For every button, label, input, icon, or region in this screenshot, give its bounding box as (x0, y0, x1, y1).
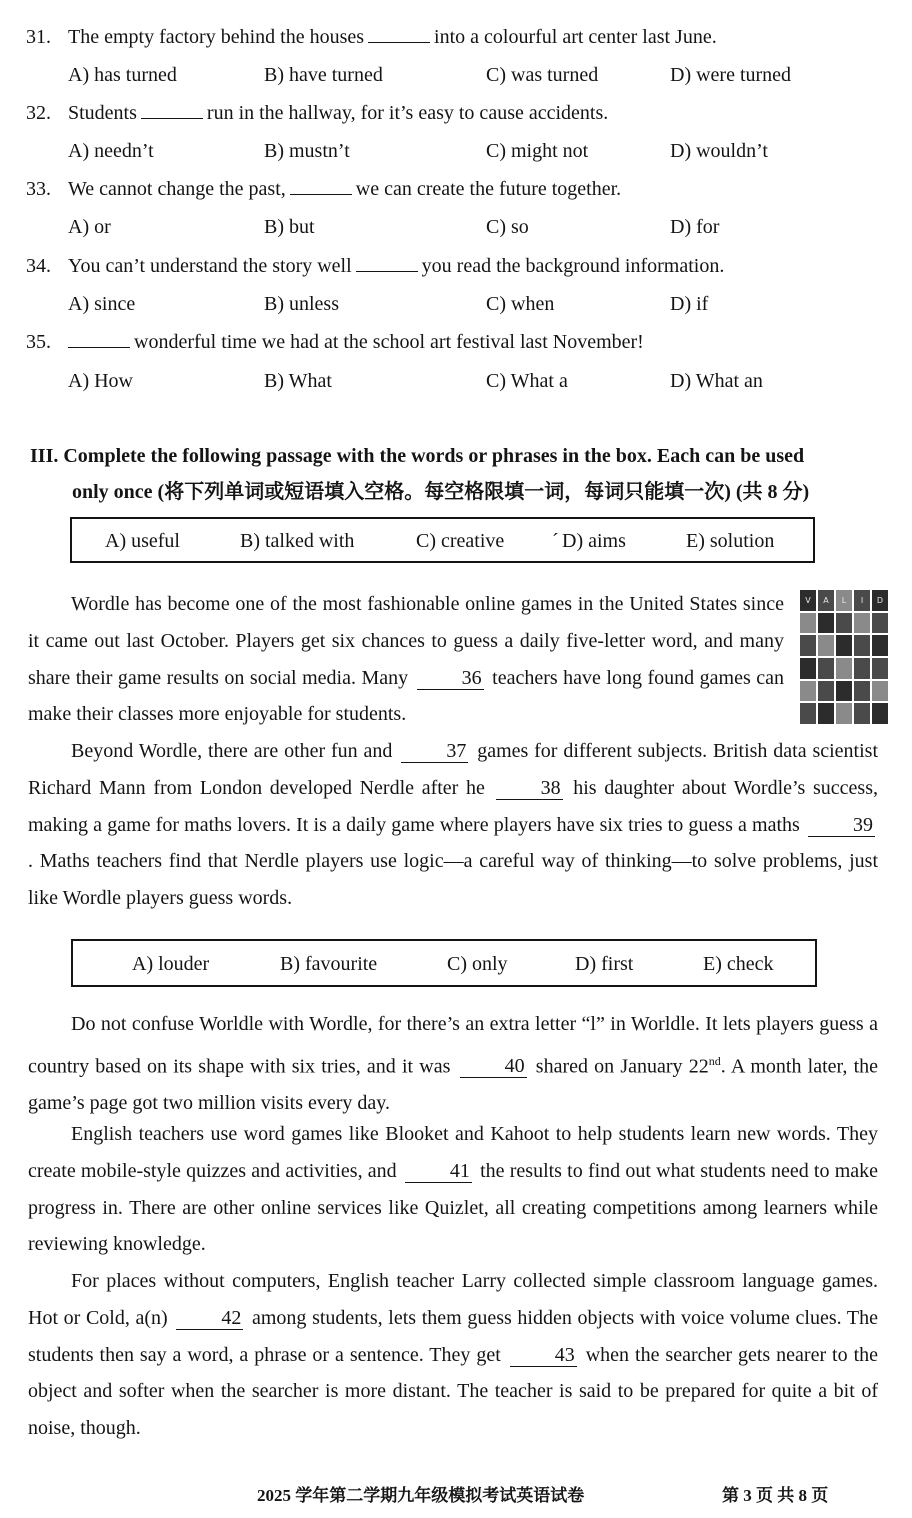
word-option-c: C) only (447, 953, 508, 975)
wordle-tile (800, 658, 816, 679)
question-number: 31. (26, 26, 51, 48)
answer-blank (356, 251, 418, 272)
wordle-tile (836, 613, 852, 634)
question-stem: The empty factory behind the houses into a colourful art center last June. (68, 22, 717, 52)
wordle-tile: L (836, 590, 852, 611)
wordle-tile: I (854, 590, 870, 611)
option-b: B) but (264, 216, 315, 238)
word-option-c: C) creative (416, 530, 505, 552)
option-c: C) was turned (486, 64, 599, 86)
blank-37: 37 (401, 740, 468, 763)
passage-paragraph-3: Do not confuse Worldle with Wordle, for there’s an extra letter “l” in Worldle. It lets players guess a country based on its shape with six tries, and it was 40 shared on January 22nd. A month later, the game’s page got two million visits every day. (28, 1013, 879, 1115)
word-option-d: D) first (575, 953, 634, 975)
wordle-tile (872, 681, 888, 702)
section-heading-line2: only once (将下列单词或短语填入空格。每空格限填一词，每词只能填一次) (共 8 分) (72, 481, 810, 503)
option-c: C) What a (486, 370, 568, 392)
question-number: 34. (26, 255, 51, 277)
stray-mark: ˊ (552, 530, 559, 552)
wordle-tile (872, 658, 888, 679)
option-a: A) since (68, 293, 136, 315)
wordle-tile (872, 613, 888, 634)
wordle-tile (854, 635, 870, 656)
option-b: B) have turned (264, 64, 383, 86)
wordle-tile (854, 681, 870, 702)
word-box-1 (70, 517, 815, 563)
wordle-tile (836, 703, 852, 724)
word-option-a: A) useful (105, 530, 180, 552)
option-b: B) unless (264, 293, 339, 315)
word-option-b: B) favourite (280, 953, 378, 975)
wordle-tile (818, 635, 834, 656)
question-stem: Students run in the hallway, for it’s easy to cause accidents. (68, 98, 608, 128)
answer-blank (368, 22, 430, 43)
blank-43: 43 (510, 1344, 577, 1367)
question-number: 33. (26, 178, 51, 200)
wordle-grid-image (800, 590, 888, 724)
wordle-tile (818, 658, 834, 679)
wordle-tile (800, 613, 816, 634)
passage-paragraph-5: For places without computers, English teacher Larry collected simple classroom language games. Hot or Cold, a(n) 42 among students, lets them guess hidden objects with voice volume clues. The students then say a word, a phrase or a sentence. They get 43 when the searcher gets nearer to the object and softer when the searcher is more distant. The teacher is said to be prepared for quite a bit of noise, though. (28, 1270, 879, 1440)
option-a: A) How (68, 370, 133, 392)
wordle-tile: V (800, 590, 816, 611)
blank-40: 40 (460, 1055, 527, 1078)
answer-blank (68, 327, 130, 348)
word-option-a: A) louder (132, 953, 210, 975)
wordle-tile (854, 703, 870, 724)
option-b: B) What (264, 370, 332, 392)
passage-paragraph-2: Beyond Wordle, there are other fun and 37 games for different subjects. British data scientist Richard Mann from London developed Nerdle after he 38 his daughter about Wordle’s success, making a game for maths lovers. It is a daily game where players have six tries to guess a maths 39. Maths teachers find that Nerdle players use logic—a careful way of thinking—to solve problems, just like Wordle players guess words. (28, 740, 879, 910)
option-c: C) when (486, 293, 555, 315)
blank-42: 42 (176, 1307, 243, 1330)
section-heading-line1: III. Complete the following passage with the words or phrases in the box. Each can be used (30, 445, 805, 467)
answer-blank (141, 98, 203, 119)
option-d: D) What an (670, 370, 763, 392)
word-option-e: E) check (703, 953, 774, 975)
blank-39: 39 (808, 814, 875, 837)
wordle-tile: D (872, 590, 888, 611)
question-number: 35. (26, 331, 51, 353)
question-stem: wonderful time we had at the school art festival last November! (68, 327, 644, 357)
passage-paragraph-1: Wordle has become one of the most fashionable online games in the United States since it came out last October. Players get six chances to guess a daily five-letter word, and many share their game results on social media. Many 36 teachers have long found games can make their classes more enjoyable for students. (28, 593, 785, 726)
wordle-tile (872, 635, 888, 656)
wordle-tile: A (818, 590, 834, 611)
wordle-tile (818, 613, 834, 634)
wordle-tile (854, 613, 870, 634)
wordle-tile (836, 635, 852, 656)
option-a: A) needn’t (68, 140, 154, 162)
wordle-tile (800, 703, 816, 724)
option-b: B) mustn’t (264, 140, 350, 162)
section-heading (30, 438, 880, 510)
option-a: A) or (68, 216, 111, 238)
blank-41: 41 (405, 1160, 472, 1183)
blank-38: 38 (496, 777, 563, 800)
answer-blank (290, 174, 352, 195)
wordle-tile (818, 681, 834, 702)
option-d: D) wouldn’t (670, 140, 768, 162)
option-d: D) were turned (670, 64, 792, 86)
question-stem: You can’t understand the story well you read the background information. (68, 251, 724, 281)
wordle-tile (800, 635, 816, 656)
word-option-b: B) talked with (240, 530, 355, 552)
wordle-tile (836, 681, 852, 702)
word-box-2 (71, 939, 817, 987)
option-c: C) so (486, 216, 529, 238)
page-footer (0, 1478, 912, 1508)
passage-paragraph-4: English teachers use word games like Blooket and Kahoot to help students learn new words. They create mobile-style quizzes and activities, and 41 the results to find out what students need to make progress in. There are other online services like Quizlet, all creating competitions among learners while reviewing knowledge. (28, 1123, 879, 1256)
exam-title: 2025 学年第二学期九年级模拟考试英语试卷 (257, 1486, 585, 1505)
question-stem: We cannot change the past, we can create the future together. (68, 174, 621, 204)
wordle-tile (836, 658, 852, 679)
wordle-tile (800, 681, 816, 702)
option-c: C) might not (486, 140, 589, 162)
word-option-e: E) solution (686, 530, 775, 552)
page-number: 第 3 页 共 8 页 (722, 1486, 829, 1505)
question-number: 32. (26, 102, 51, 124)
wordle-tile (854, 658, 870, 679)
option-d: D) if (670, 293, 709, 315)
option-a: A) has turned (68, 64, 177, 86)
option-d: D) for (670, 216, 720, 238)
wordle-tile (872, 703, 888, 724)
word-option-d: D) aims (562, 530, 626, 552)
blank-36: 36 (417, 667, 484, 690)
wordle-tile (818, 703, 834, 724)
